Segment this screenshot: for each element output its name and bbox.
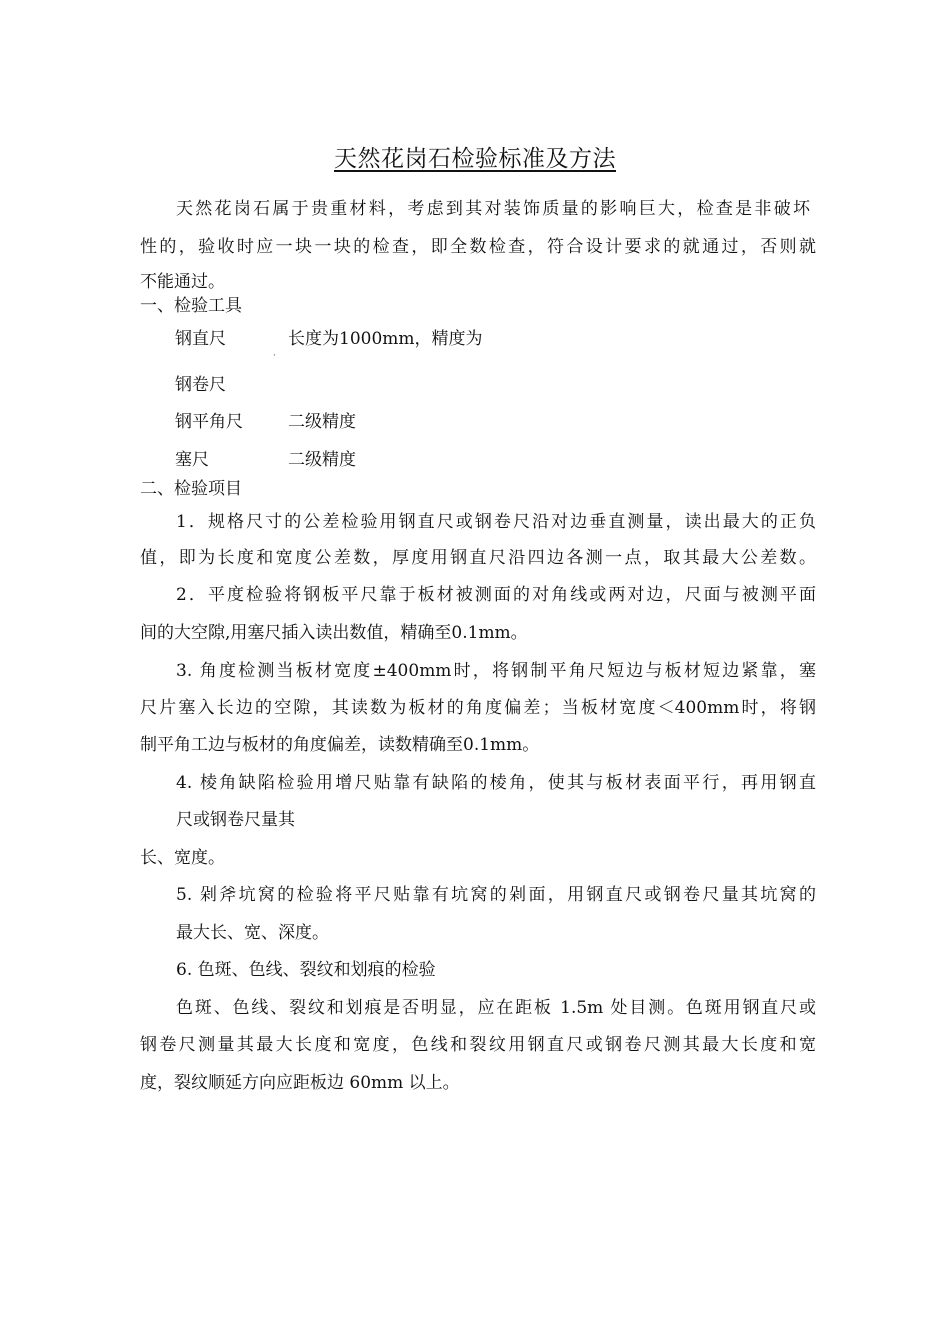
item-6-line-2: 色斑、色线、裂纹和划痕是否明显，应在距板 1.5m 处目测。色斑用钢直尺或 xyxy=(176,998,816,1018)
item-1-line-2: 值，即为长度和宽度公差数，厚度用钢直尺沿四边各测一点，取其最大公差数。 xyxy=(140,548,816,568)
item-6-line-3: 钢卷尺测量其最大长度和宽度，色线和裂纹用钢直尺或钢卷尺测其最大长度和宽 xyxy=(140,1035,816,1055)
item-6-line-1: 6. 色斑、色线、裂纹和划痕的检验 xyxy=(176,960,436,980)
item-3-line-3: 制平角工边与板材的角度偏差，读数精确至0.1mm。 xyxy=(140,735,540,755)
tool-desc-feeler: 二级精度 xyxy=(288,450,356,470)
item-4-line-2: 尺或钢卷尺量其 xyxy=(176,810,295,830)
item-2-line-2: 间的大空隙,用塞尺插入读出数值，精确至0.1mm。 xyxy=(140,623,528,643)
item-2-line-1: 2．平度检验将钢板平尺靠于板材被测面的对角线或两对边，尺面与被测平面 xyxy=(176,585,816,605)
intro-line-3: 不能通过。 xyxy=(140,272,225,292)
document-title: 天然花岗石检验标准及方法 xyxy=(334,146,616,172)
item-5-line-1: 5. 剁斧坑窝的检验将平尺贴靠有坑窝的剁面，用钢直尺或钢卷尺量其坑窝的 xyxy=(176,885,816,905)
intro-line-2: 性的，验收时应一块一块的检查，即全数检查，符合设计要求的就通过，否则就 xyxy=(140,237,816,257)
section-heading-items: 二、检验项目 xyxy=(140,479,242,499)
item-5-line-2: 最大长、宽、深度。 xyxy=(176,923,329,943)
item-4-line-1: 4. 棱角缺陷检验用增尺贴靠有缺陷的棱角，使其与板材表面平行，再用钢直 xyxy=(176,773,816,793)
tool-name-square: 钢平角尺 xyxy=(175,412,243,432)
item-4-line-3: 长、宽度。 xyxy=(140,848,225,868)
tool-desc-square: 二级精度 xyxy=(288,412,356,432)
intro-line-1: 天然花岗石属于贵重材料，考虑到其对装饰质量的影响巨大，检查是非破坏 xyxy=(176,199,810,219)
item-6-line-4: 度，裂纹顺延方向应距板边 60mm 以上。 xyxy=(140,1073,460,1093)
section-heading-tools: 一、检验工具 xyxy=(140,296,242,316)
tool-name-steel-ruler: 钢直尺 xyxy=(175,329,226,349)
tool-desc-steel-ruler: 长度为1000mm，精度为 xyxy=(288,329,483,349)
item-3-line-2: 尺片塞入长边的空隙，其读数为板材的角度偏差；当板材宽度＜400mm时，将钢 xyxy=(140,698,816,718)
tool-name-steel-tape: 钢卷尺 xyxy=(175,375,226,395)
tool-name-feeler: 塞尺 xyxy=(175,450,209,470)
stray-mark: · xyxy=(273,351,276,361)
item-3-line-1: 3. 角度检测当板材宽度±400mm时，将钢制平角尺短边与板材短边紧靠，塞 xyxy=(176,661,816,681)
item-1-line-1: 1．规格尺寸的公差检验用钢直尺或钢卷尺沿对边垂直测量，读出最大的正负 xyxy=(176,512,816,532)
